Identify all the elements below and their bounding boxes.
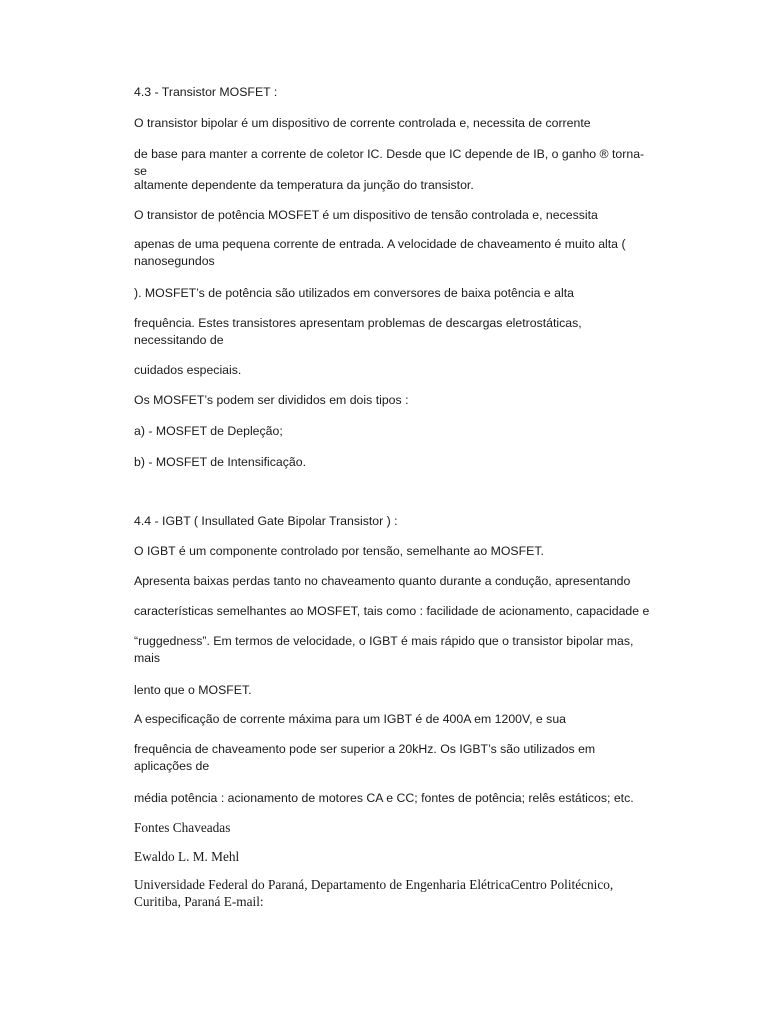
- paragraph-line: frequência. Estes transistores apresentam problemas de descargas eletrostáticas, necessitando de: [134, 316, 582, 347]
- paragraph-line: frequência de chaveamento pode ser superior a 20kHz. Os IGBT’s são utilizados em aplicações de: [134, 742, 596, 773]
- paragraph-line: O transistor de potência MOSFET é um dispositivo de tensão controlada e, necessita: [134, 208, 598, 222]
- paragraph-line: Os MOSFET’s podem ser divididos em dois tipos :: [134, 393, 409, 407]
- reference-author: Ewaldo L. M. Mehl: [134, 849, 240, 864]
- paragraph-line: A especificação de corrente máxima para um IGBT é de 400A em 1200V, e sua: [134, 712, 567, 726]
- paragraph-line: de base para manter a corrente de coletor IC. Desde que IC depende de IB, o ganho ® torna-se: [134, 147, 645, 178]
- paragraph-line: cuidados especiais.: [134, 363, 242, 377]
- paragraph-line: O IGBT é um componente controlado por tensão, semelhante ao MOSFET.: [134, 544, 544, 558]
- paragraph-line: ). MOSFET’s de potência são utilizados em conversores de baixa potência e alta: [134, 286, 574, 300]
- list-item: b) - MOSFET de Intensificação.: [134, 455, 306, 469]
- paragraph-line: apenas de uma pequena corrente de entrada. A velocidade de chaveamento é muito alta ( nanosegundos: [134, 237, 626, 268]
- list-item: a) - MOSFET de Depleção;: [134, 424, 283, 438]
- paragraph-line: O transistor bipolar é um dispositivo de corrente controlada e, necessita de corrente: [134, 116, 591, 130]
- reference-title: Fontes Chaveadas: [134, 820, 231, 835]
- paragraph-line: lento que o MOSFET.: [134, 683, 252, 697]
- section-heading-igbt: 4.4 - IGBT ( Insullated Gate Bipolar Transistor ) :: [134, 514, 398, 528]
- paragraph-line: “ruggedness”. Em termos de velocidade, o IGBT é mais rápido que o transistor bipolar mas, mais: [134, 634, 634, 665]
- paragraph-line: características semelhantes ao MOSFET, tais como : facilidade de acionamento, capacidade e: [134, 604, 650, 618]
- paragraph-line: altamente dependente da temperatura da junção do transistor.: [134, 178, 474, 192]
- reference-affiliation: Universidade Federal do Paraná, Departamento de Engenharia ElétricaCentro Politécnico, Curitiba, Paraná E-mail:: [134, 877, 614, 909]
- section-heading-mosfet: 4.3 - Transistor MOSFET :: [134, 85, 278, 99]
- paragraph-line: Apresenta baixas perdas tanto no chaveamento quanto durante a condução, apresentando: [134, 574, 631, 588]
- paragraph-line: média potência : acionamento de motores CA e CC; fontes de potência; relês estáticos; etc.: [134, 791, 634, 805]
